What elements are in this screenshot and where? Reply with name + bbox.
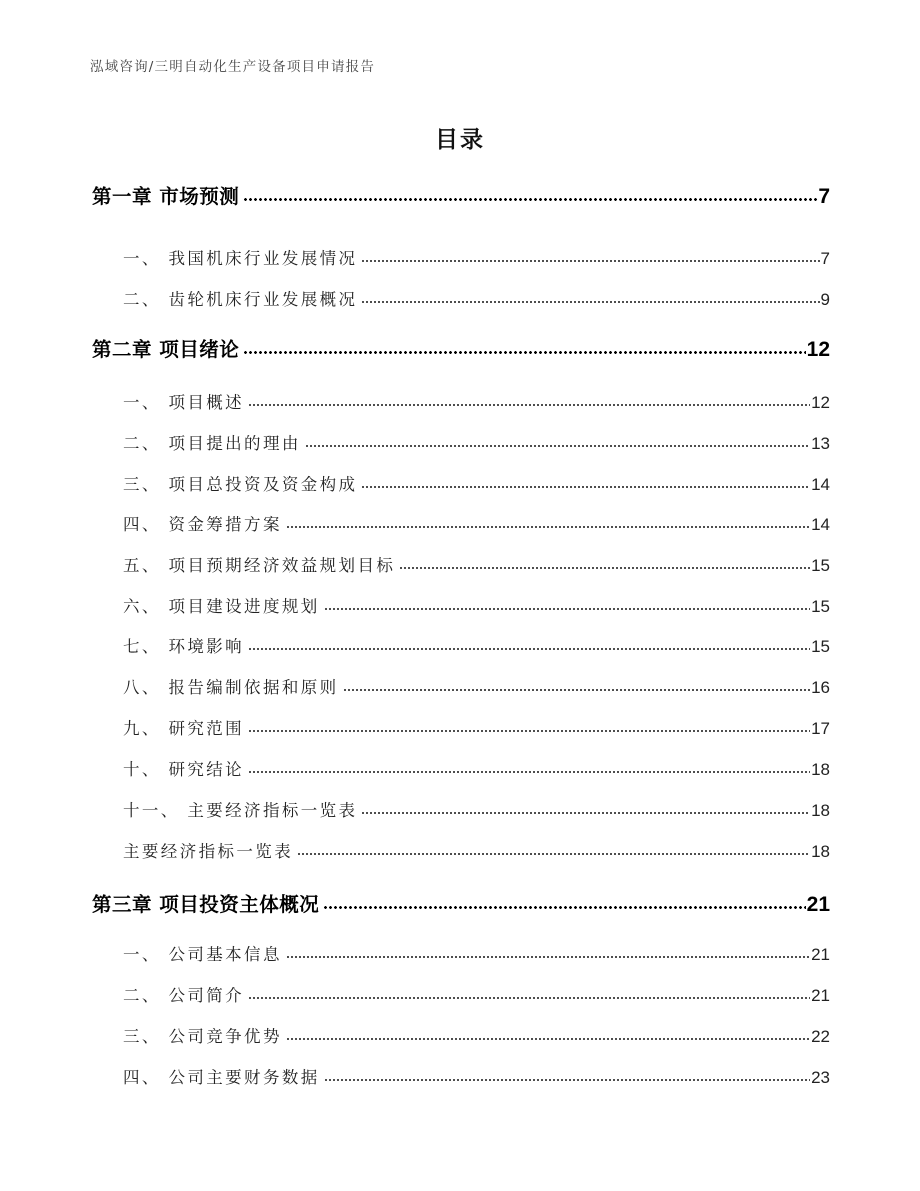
toc-entry-label: 第三章 项目投资主体概况	[92, 893, 320, 916]
dot-leader	[324, 1067, 810, 1084]
toc-page-number: 7	[818, 185, 830, 208]
dot-leader	[243, 337, 805, 357]
toc-page-number: 14	[811, 475, 830, 494]
toc-page-number: 12	[811, 393, 830, 412]
toc-page-number: 7	[820, 249, 830, 268]
toc-page-number: 18	[811, 801, 830, 820]
dot-leader	[286, 1026, 810, 1043]
dot-leader	[248, 759, 810, 776]
toc-entry-label: 三、 项目总投资及资金构成	[123, 475, 358, 494]
toc-entry-label: 一、 公司基本信息	[123, 945, 282, 964]
toc-page-number: 18	[811, 842, 830, 861]
toc-section-entry[interactable]	[123, 674, 830, 698]
toc-entry-label: 第一章 市场预测	[92, 185, 240, 208]
running-header: 泓域咨询/三明自动化生产设备项目申请报告	[90, 59, 376, 75]
dot-leader	[361, 474, 810, 491]
toc-entry-label: 主要经济指标一览表	[123, 842, 294, 861]
toc-section-entry[interactable]	[123, 552, 830, 576]
toc-page-number: 21	[806, 893, 830, 916]
toc-entry-label: 八、 报告编制依据和原则	[123, 678, 339, 697]
toc-entry-label: 一、 我国机床行业发展情况	[123, 249, 358, 268]
dot-leader	[323, 892, 805, 912]
toc-page-number: 16	[811, 678, 830, 697]
toc-section-entry[interactable]	[123, 286, 830, 310]
toc-page-number: 15	[811, 637, 830, 656]
dot-leader	[248, 985, 810, 1002]
toc-section-entry[interactable]	[123, 245, 830, 269]
toc-section-entry[interactable]	[123, 941, 830, 965]
toc-section-entry[interactable]	[123, 838, 830, 862]
toc-page-number: 21	[811, 945, 830, 964]
toc-section-entry[interactable]	[123, 389, 830, 413]
toc-section-entry[interactable]	[123, 1023, 830, 1047]
toc-section-entry[interactable]	[123, 593, 830, 617]
toc-entry-label: 十、 研究结论	[123, 760, 245, 779]
toc-section-entry[interactable]	[123, 715, 830, 739]
toc-entry-label: 二、 齿轮机床行业发展概况	[123, 290, 358, 309]
dot-leader	[248, 392, 810, 409]
toc-chapter-entry[interactable]	[92, 889, 830, 917]
toc-page-number: 23	[811, 1068, 830, 1087]
toc-entry-label: 十一、 主要经济指标一览表	[123, 801, 358, 820]
toc-entry-label: 一、 项目概述	[123, 393, 245, 412]
toc-chapter-entry[interactable]	[92, 181, 830, 209]
toc-entry-label: 第二章 项目绪论	[92, 338, 240, 361]
dot-leader	[243, 184, 817, 204]
dot-leader	[305, 433, 810, 450]
toc-page-number: 12	[806, 338, 830, 361]
dot-leader	[361, 289, 819, 306]
toc-section-entry[interactable]	[123, 633, 830, 657]
dot-leader	[248, 718, 810, 735]
toc-entry-label: 四、 公司主要财务数据	[123, 1068, 320, 1087]
toc-entry-label: 四、 资金筹措方案	[123, 515, 282, 534]
toc-page-number: 13	[811, 434, 830, 453]
toc-page-number: 15	[811, 597, 830, 616]
toc-entry-label: 三、 公司竞争优势	[123, 1027, 282, 1046]
dot-leader	[361, 248, 819, 265]
toc-entry-label: 五、 项目预期经济效益规划目标	[123, 556, 396, 575]
dot-leader	[286, 514, 810, 531]
toc-section-entry[interactable]	[123, 982, 830, 1006]
dot-leader	[248, 636, 810, 653]
toc-title: 目录	[435, 127, 485, 153]
toc-entry-label: 二、 项目提出的理由	[123, 434, 301, 453]
toc-entry-label: 七、 环境影响	[123, 637, 245, 656]
toc-page-number: 15	[811, 556, 830, 575]
toc-chapter-entry[interactable]	[92, 334, 830, 362]
dot-leader	[324, 596, 810, 613]
toc-page-number: 9	[820, 290, 830, 309]
toc-page-number: 14	[811, 515, 830, 534]
toc-entry-label: 九、 研究范围	[123, 719, 245, 738]
toc-page-number: 22	[811, 1027, 830, 1046]
toc-entry-label: 六、 项目建设进度规划	[123, 597, 320, 616]
toc-page-number: 17	[811, 719, 830, 738]
toc-section-entry[interactable]	[123, 1064, 830, 1088]
toc-page-number: 18	[811, 760, 830, 779]
toc-section-entry[interactable]	[123, 797, 830, 821]
dot-leader	[361, 800, 810, 817]
dot-leader	[343, 677, 811, 694]
dot-leader	[399, 555, 810, 572]
toc-section-entry[interactable]	[123, 756, 830, 780]
toc-entry-label: 二、 公司简介	[123, 986, 245, 1005]
toc-section-entry[interactable]	[123, 471, 830, 495]
toc-section-entry[interactable]	[123, 511, 830, 535]
dot-leader	[297, 841, 810, 858]
dot-leader	[286, 944, 810, 961]
toc-section-entry[interactable]	[123, 430, 830, 454]
toc-page-number: 21	[811, 986, 830, 1005]
